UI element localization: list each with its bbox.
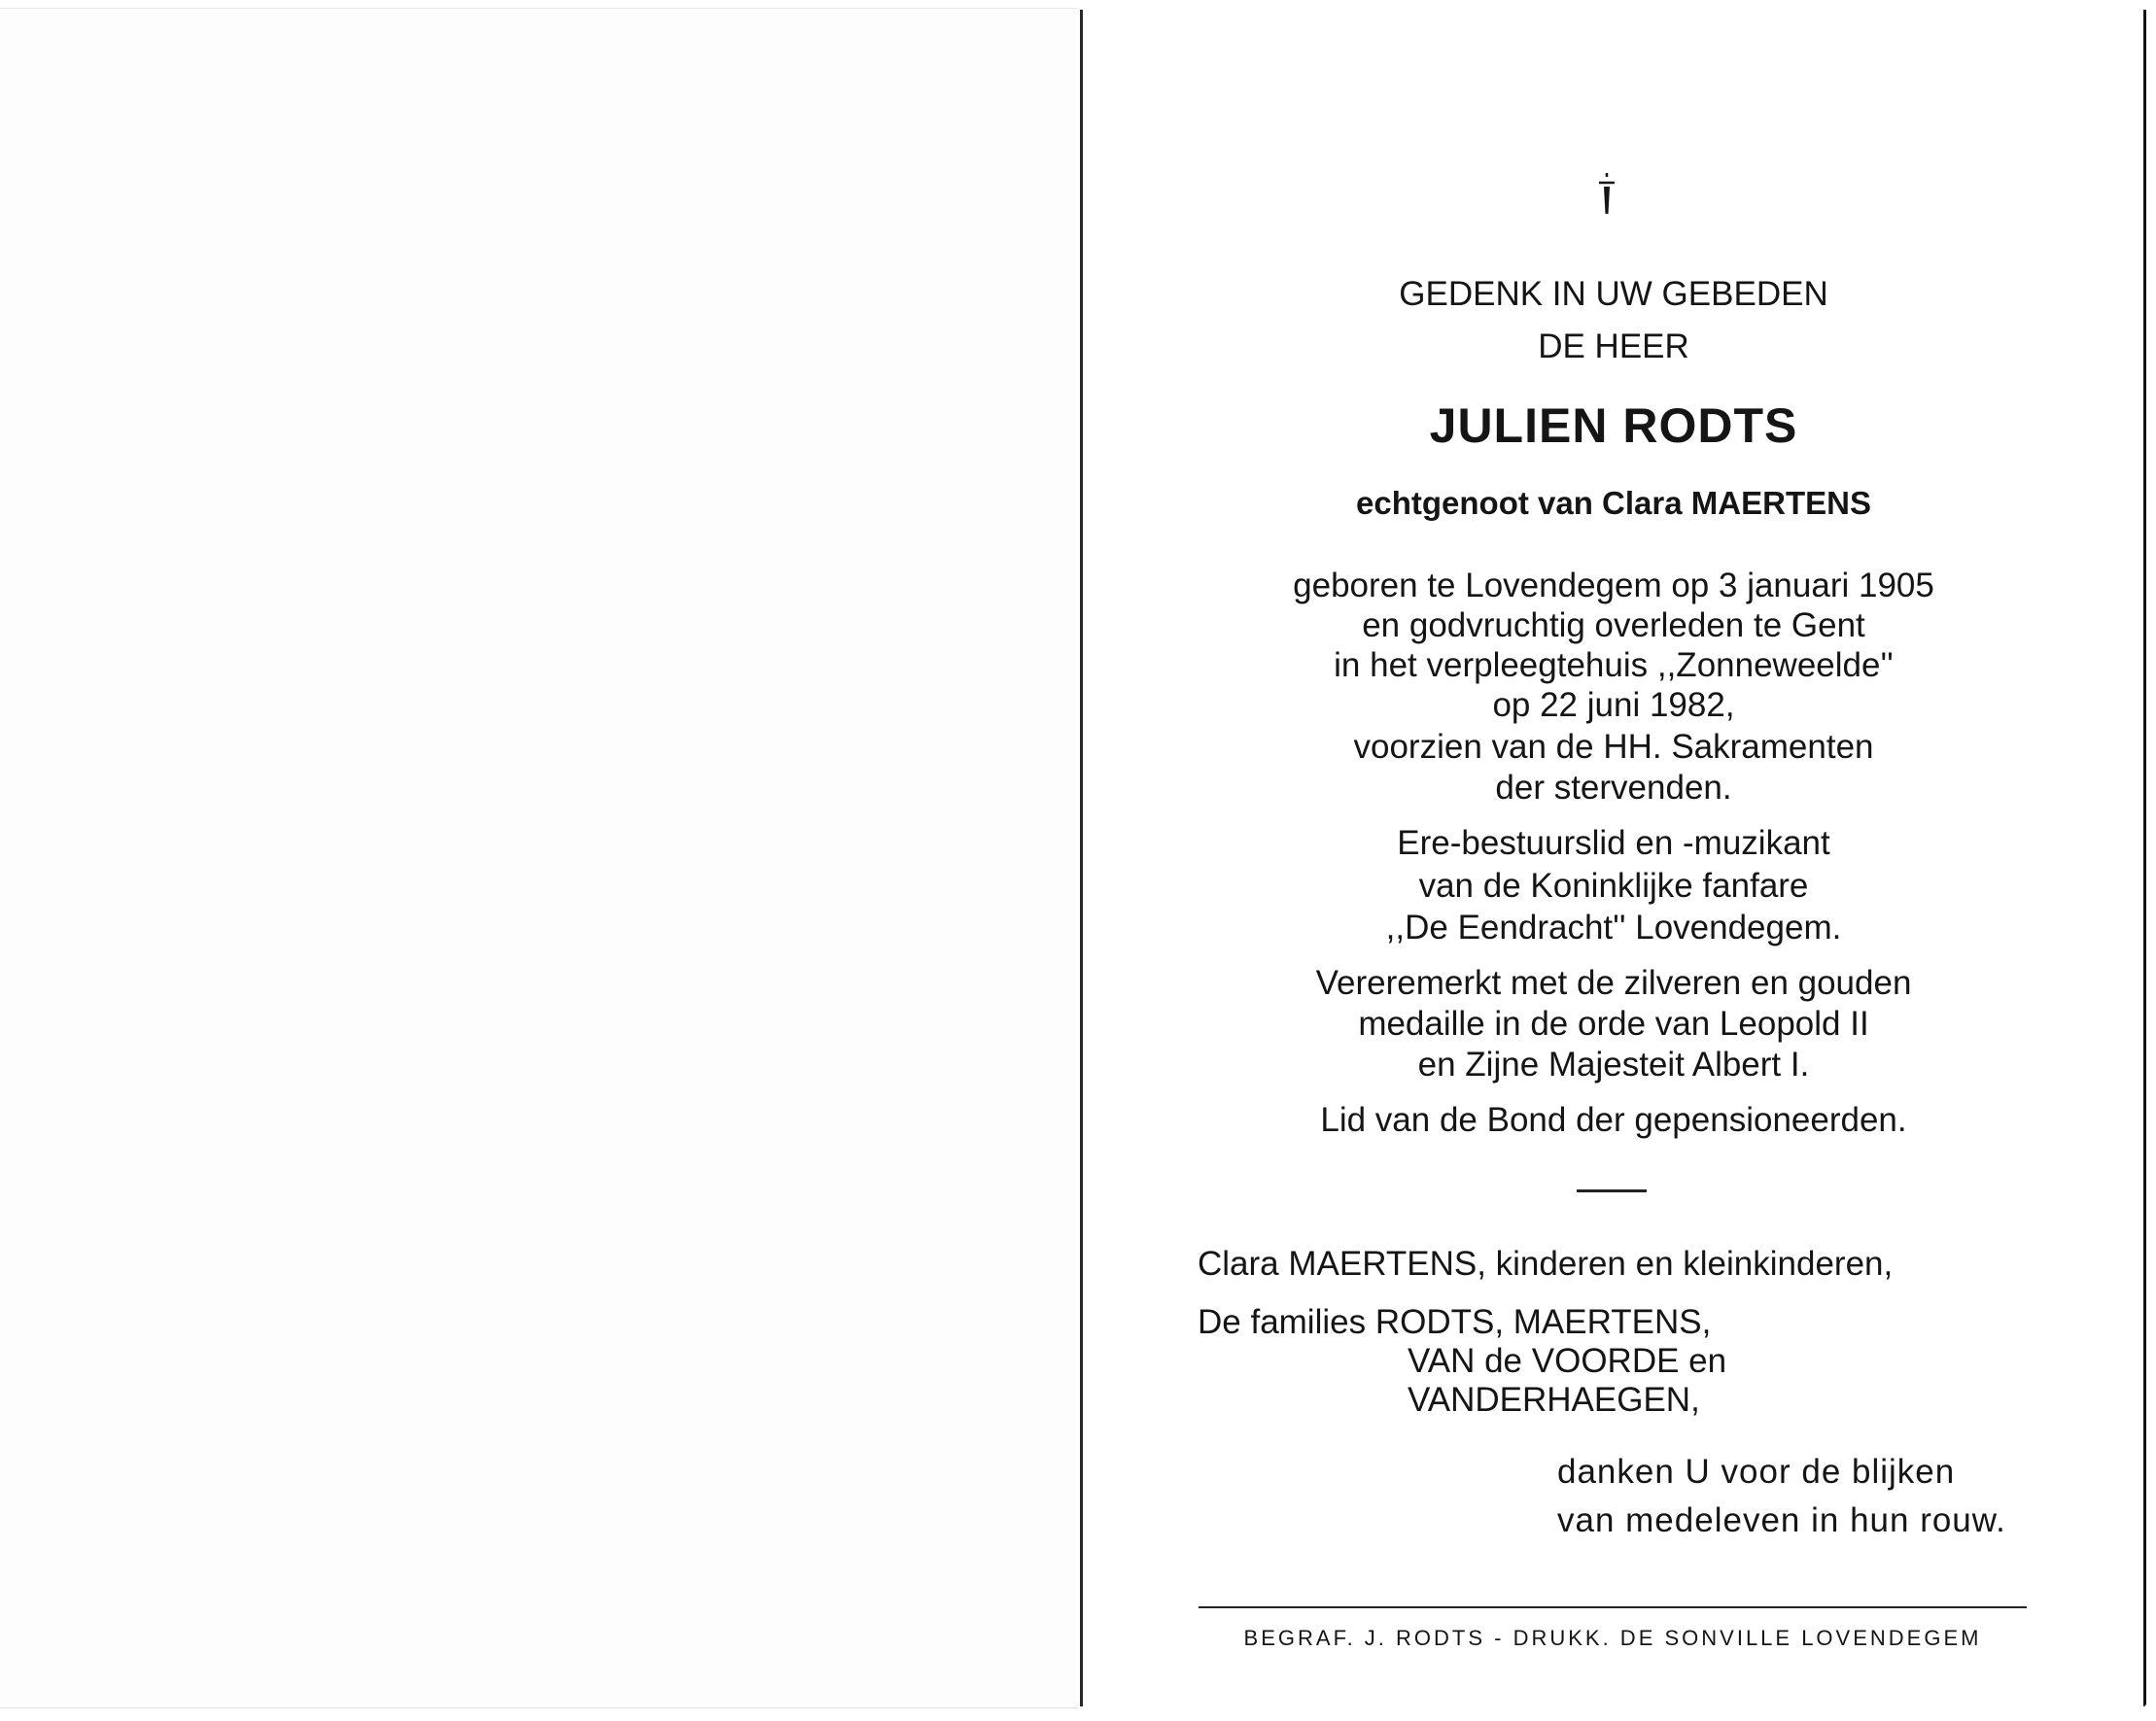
- honours-line-3: en Zijne Majesteit Albert I.: [1417, 1046, 1810, 1084]
- thanks-line-1: danken U voor de blijken: [1557, 1453, 1956, 1491]
- families-line-1: De families RODTS, MAERTENS,: [1198, 1303, 1712, 1341]
- birth-death-line-2: en godvruchtig overleden te Gent: [1362, 606, 1865, 644]
- birth-death-line-4: op 22 juni 1982,: [1492, 686, 1735, 724]
- heading-line-1: GEDENK IN UW GEBEDEN: [1399, 275, 1828, 313]
- printer-footer: BEGRAF. J. RODTS - DRUKK. DE SONVILLE LOVENDEGEM: [1243, 1626, 1982, 1650]
- families-line-2: VAN de VOORDE en: [1408, 1342, 1727, 1380]
- spouse-line: echtgenoot van Clara MAERTENS: [1356, 485, 1871, 521]
- fanfare-line-1: Ere-bestuurslid en -muzikant: [1397, 824, 1830, 862]
- deceased-name: JULIEN RODTS: [1429, 398, 1798, 453]
- card-right-edge: [2143, 10, 2146, 1706]
- heading-line-2: DE HEER: [1538, 327, 1689, 365]
- separator-rule: [1577, 1189, 1647, 1192]
- thanks-line-2: van medeleven in hun rouw.: [1557, 1501, 2006, 1539]
- honours-line-2: medaille in de orde van Leopold II: [1358, 1005, 1869, 1043]
- birth-death-line-3: in het verpleegtehuis ,,Zonneweelde'': [1334, 646, 1894, 684]
- card-back-panel: [0, 8, 1077, 1708]
- fanfare-line-3: ,,De Eendracht'' Lovendegem.: [1385, 909, 1842, 947]
- fanfare-line-2: van de Koninklijke fanfare: [1418, 867, 1809, 905]
- cross-icon: [1597, 171, 1617, 218]
- footer-rule: [1199, 1606, 2027, 1608]
- membership-line: Lid van de Bond der gepensioneerden.: [1320, 1101, 1907, 1139]
- honours-line-1: Vereremerkt met de zilveren en gouden: [1315, 964, 1912, 1002]
- mourners-line: Clara MAERTENS, kinderen en kleinkinderen,: [1198, 1245, 1894, 1283]
- birth-death-line-6: der stervenden.: [1495, 769, 1732, 807]
- families-line-3: VANDERHAEGEN,: [1408, 1381, 1700, 1419]
- birth-death-line-5: voorzien van de HH. Sakramenten: [1353, 728, 1874, 766]
- birth-death-line-1: geboren te Lovendegem op 3 januari 1905: [1293, 567, 1934, 604]
- card-fold-line: [1080, 10, 1083, 1706]
